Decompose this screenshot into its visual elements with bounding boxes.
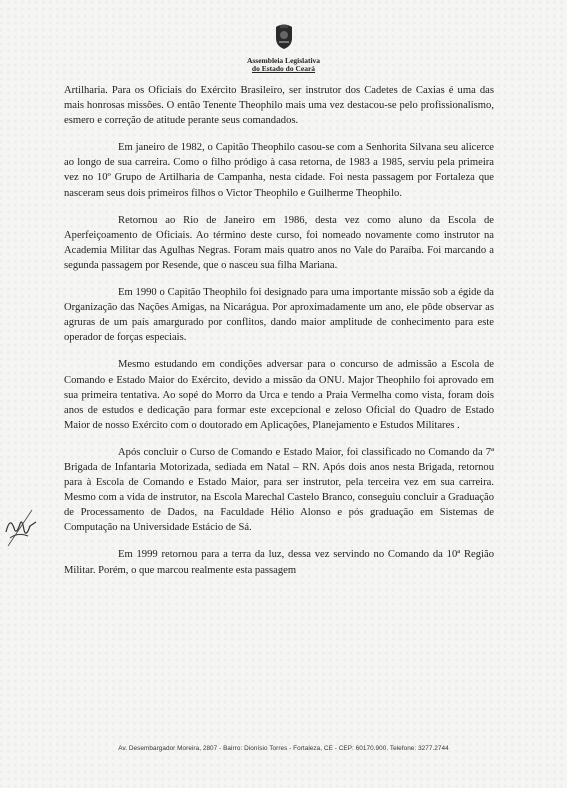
footer-address: Av. Desembargador Moreira, 2807 - Bairro: Dionísio Torres - Fortaleza, CE - CEP: 60170.900. Telefone: 3277.2744 xyxy=(118,745,449,752)
paragraph: Mesmo estudando em condições adversar para o concurso de admissão a Escola de Comando e Estado Maior do Exército, devido a missão da ONU. Major Theophilo foi aprovado em sua primeira tentativa. Ao sopé do Morro da Urca e tendo a Praia Vermelha como vista, foram dois anos de estudos e dedicação para formar este excepcional e zeloso Oficial do Quadro de Estado Maior de nosso Exército com o doutorado em Aplicações, Planejamento e Estudos Militares . xyxy=(64,359,494,431)
org-name-line1: Assembleia Legislativa xyxy=(246,56,321,65)
coat-of-arms-icon xyxy=(273,22,295,50)
document-body xyxy=(64,83,494,590)
paragraph: Em 1990 o Capitão Theophilo foi designado para uma importante missão sob a égide da Organização das Nações Amigas, na Nicarágua. Por aproximadamente um ano, ele pôde observar as agruras de um país amargurado por conflitos, dando maior amplitude de conhecimento para este operador de forças especiais. xyxy=(64,287,494,344)
paragraph: Em 1999 retornou para a terra da luz, dessa vez servindo no Comando da 10ª Região Militar. Porém, o que marcou realmente esta passagem xyxy=(64,549,494,576)
paragraph: Em janeiro de 1982, o Capitão Theophilo casou-se com a Senhorita Silvana seu alicerce ao longo de sua carreira. Como o filho pródigo à casa retorna, de 1983 a 1985, serviu pela primeira vez no 10º Grupo de Artilharia de Campanha, nesta cidade. Foi nesta passagem por Fortaleza que nasceram seus dois primeiros filhos o Victor Theophilo e Guilherme Theophilo. xyxy=(64,142,494,199)
paragraph: Após concluir o Curso de Comando e Estado Maior, foi classificado no Comando da 7ª Brigada de Infantaria Motorizada, sediada em Natal – RN. Após dois anos nesta Brigada, retornou para à Escola de Comando e Estado Maior, para ser instrutor, pela terceira vez em sua carreira. Mesmo com a vida de instrutor, na Escola Marechal Castelo Branco, conseguiu concluir a Graduação de Processamento de Dados, na Faculdade Hélio Alonso e pós graduação em Sistemas de Computação na Universidade Estácio de Sá. xyxy=(64,446,494,534)
org-name-line2: do Estado do Ceará xyxy=(251,64,316,73)
letterhead xyxy=(0,22,567,73)
paragraph: Retornou ao Rio de Janeiro em 1986, desta vez como aluno da Escola de Aperfeiçoamento de Oficiais. Ao término deste curso, foi nomeado novamente como instrutor na Academia Militar das Agulhas Negras. Foram mais quatro anos no Vale do Paraíba. Foi marcando a segunda passagem por Resende, que o nasceu sua filha Mariana. xyxy=(64,214,494,271)
handwritten-signature-icon xyxy=(2,502,40,550)
paragraph: Artilharia. Para os Oficiais do Exército Brasileiro, ser instrutor dos Cadetes de Caxias é uma das mais honrosas missões. O então Tenente Theophilo mais uma vez destacou-se pelo profissionalismo, esmero e correção de atitude perante seus comandados. xyxy=(64,85,494,127)
